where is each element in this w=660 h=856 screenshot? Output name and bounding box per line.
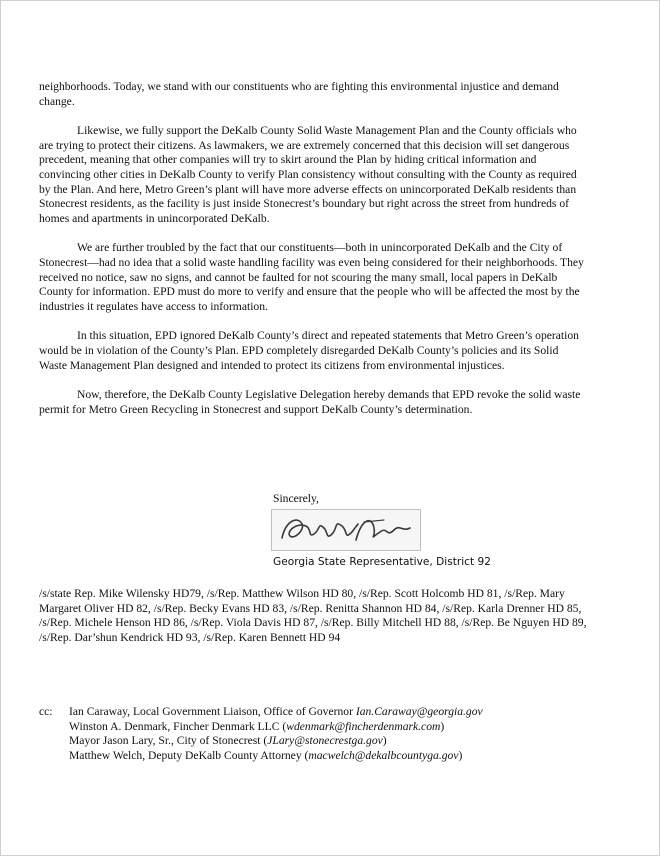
cc-recipient-list [69, 705, 629, 763]
signature-image [271, 509, 421, 551]
cc-recipient [69, 720, 629, 735]
paragraph-1: neighborhoods. Today, we stand with our constituents who are fighting this environmental injustice and demand change. [39, 80, 559, 108]
paragraph-2: Likewise, we fully support the DeKalb County Solid Waste Management Plan and the County officials who are trying to protect their citizens. As lawmakers, we are extremely concerned that this decision will set dangerous precedent, meaning that other companies will try to skirt around the Plan by hiding critical information and convincing other cities in DeKalb County to verify Plan consistency without consulting with the County as required by the Plan. And here, Metro Green’s plant will have more adverse effects on unincorporated DeKalb residents than Stonecrest residents, as the facility is just inside Stonecrest’s boundary but right across the street from hundreds of homes and apartments in unincorporated DeKalb. [39, 124, 577, 225]
cc-recipient [69, 705, 629, 720]
paragraph-5: Now, therefore, the DeKalb County Legislative Delegation hereby demands that EPD revoke the solid waste permit for Metro Green Recycling in Stonecrest and support DeKalb County’s determination. [39, 388, 581, 416]
cc-open-paren: ( [263, 734, 268, 748]
cc-recipient-email: JLary@stonecrestga.gov [267, 734, 383, 748]
cc-recipient-name: Winston A. Denmark, Fincher Denmark LLC [69, 719, 283, 733]
cc-label: cc: [39, 705, 53, 718]
paragraph-3: We are further troubled by the fact that our constituents—both in unincorporated DeKalb and the City of Stonecrest—had no idea that a solid waste handling facility was even being considered for their neighborhoods. They received no notice, saw no signs, and cannot be faulted for not scouring the many small, local papers in DeKalb County for information. EPD must do more to verify and ensure that the people who will be affected the most by the industries it regulates have access to information. [39, 241, 584, 313]
cc-close-paren: ) [440, 719, 445, 733]
cc-recipient-email: wdenmark@fincherdenmark.com [286, 719, 441, 733]
co-signers-list: /s/state Rep. Mike Wilensky HD79, /s/Rep. Matthew Wilson HD 80, /s/Rep. Scott Holcomb HD 81, /s/Rep. Mary Margaret Oliver HD 82, /s/Rep. Becky Evans HD 83, /s/Rep. Renitta Shannon HD 84, /s/Rep. Karla Drenner HD 85, /s/Rep. Michele Henson HD 86, /s/Rep. Viola Davis HD 87, /s/Rep. Billy Mitchell HD 88, /s/Rep. Be Nguyen HD 89, /s/Rep. Dar’shun Kendrick HD 93, /s/Rep. Karen Bennett HD 94 [39, 587, 587, 644]
cc-recipient-email: macwelch@dekalbcountyga.gov [308, 748, 459, 762]
letter-body [39, 80, 587, 432]
handwritten-signature-icon [272, 510, 420, 550]
cc-recipient-email: Ian.Caraway@georgia.gov [355, 705, 483, 718]
cc-open-paren: ( [304, 748, 309, 762]
cc-recipient [69, 734, 629, 749]
cc-recipient [69, 749, 629, 764]
cc-recipient-name: Mayor Jason Lary, Sr., City of Stonecrest [69, 734, 264, 748]
cc-close-paren: ) [458, 748, 463, 762]
cc-recipient-name: Matthew Welch, Deputy DeKalb County Attorney [69, 748, 305, 762]
paragraph-4: In this situation, EPD ignored DeKalb County’s direct and repeated statements that Metro Green’s operation would be in violation of the County’s Plan. EPD completely disregarded DeKalb County’s policies and its Solid Waste Management Plan designed and intended to protect its citizens from environmental injustices. [39, 329, 579, 372]
cc-open-paren: ( [282, 719, 287, 733]
cc-close-paren: ) [382, 734, 387, 748]
closing-salutation: Sincerely, [273, 492, 319, 505]
signature-title: Georgia State Representative, District 92 [273, 556, 491, 568]
cc-recipient-name: Ian Caraway, Local Government Liaison, Office of Governor [69, 705, 356, 718]
